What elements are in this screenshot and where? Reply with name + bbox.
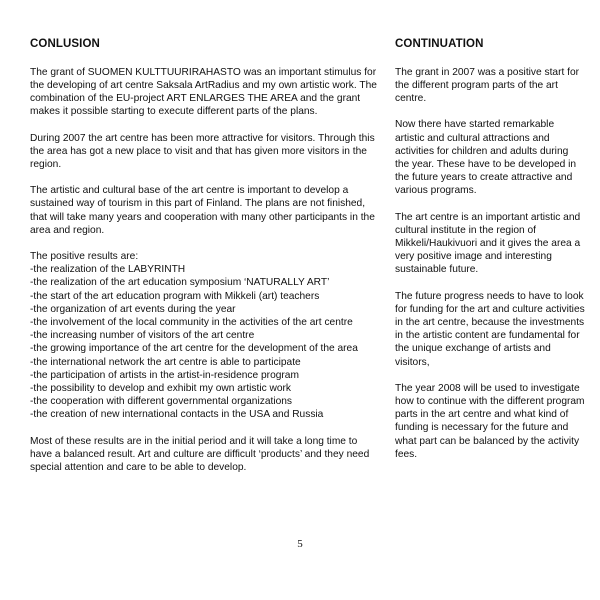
- list-item: -the realization of the LABYRINTH: [30, 264, 186, 276]
- conclusion-paragraph-3: The artistic and cultural base of the art centre is important to develop a sustained way of tourism in this part of Finland. The plans are not finished, that will take many years and cooperation with many other participants in the area and region.: [30, 185, 375, 236]
- conclusion-paragraph-1: The grant of SUOMEN KULTTUURIRAHASTO was an important stimulus for the developing of art centre Saksala ArtRadius and my own artistic work. The combination of the EU-project ART ENLARGES THE AREA and the grant makes it possible starting to execute different parts of the plans.: [30, 66, 377, 118]
- continuation-paragraph-3: The art centre is an important artistic and cultural institute in the region of Mikkeli/Haukivuori and it gives the area a very positive image and interesting sustainable future.: [395, 211, 581, 276]
- conclusion-closing-paragraph: Most of these results are in the initial period and it will take a long time to have a balanced result. Art and culture are difficult ‘products’ and they need special attention and care to be able to develop.: [30, 435, 370, 474]
- continuation-heading: CONTINUATION: [395, 38, 484, 50]
- list-item: -the involvement of the local community in the activities of the art centre: [30, 317, 353, 329]
- list-item: -the organization of art events during the year: [30, 303, 236, 315]
- conclusion-paragraph-2: During 2007 the art centre has been more attractive for visitors. Through this the area has got a new place to visit and that has given more visitors in the region.: [30, 132, 375, 171]
- continuation-paragraph-2: Now there have started remarkable artistic and cultural attractions and activities for children and adults during the year. These have to be developed in the future years to create attractive and various programs.: [395, 119, 577, 197]
- list-item: -the participation of artists in the artist-in-residence program: [30, 369, 299, 381]
- conclusion-column: [30, 38, 380, 487]
- list-item: -the cooperation with different governmental organizations: [30, 396, 293, 408]
- list-item: -the creation of new international contacts in the USA and Russia: [30, 409, 324, 421]
- list-item: -the start of the art education program with Mikkeli (art) teachers: [30, 290, 320, 302]
- list-item: -the increasing number of visitors of the art centre: [30, 330, 255, 342]
- results-intro: The positive results are:: [30, 251, 139, 263]
- list-item: -the realization of the art education symposium ‘NATURALLY ART’: [30, 277, 330, 289]
- continuation-paragraph-4: The future progress needs to have to look for funding for the art and culture activities in the art centre, because the investments in the artistic content are fundamental for the unique exchange of artists and visitors,: [395, 290, 585, 368]
- page-number: 5: [297, 538, 303, 550]
- continuation-paragraph-1: The grant in 2007 was a positive start for the different program parts of the art centre.: [395, 66, 580, 105]
- list-item: -the possibility to develop and exhibit my own artistic work: [30, 383, 292, 395]
- results-list: [30, 263, 380, 421]
- continuation-paragraph-5: The year 2008 will be used to investigate how to continue with the different program parts in the art centre and what kind of funding is necessary for the future and what part can be balanced by the activity fees.: [395, 382, 585, 460]
- conclusion-heading: CONLUSION: [30, 38, 100, 50]
- list-item: -the growing importance of the art centre for the development of the area: [30, 343, 358, 355]
- continuation-column: [395, 38, 585, 474]
- list-item: -the international network the art centre is able to participate: [30, 356, 301, 368]
